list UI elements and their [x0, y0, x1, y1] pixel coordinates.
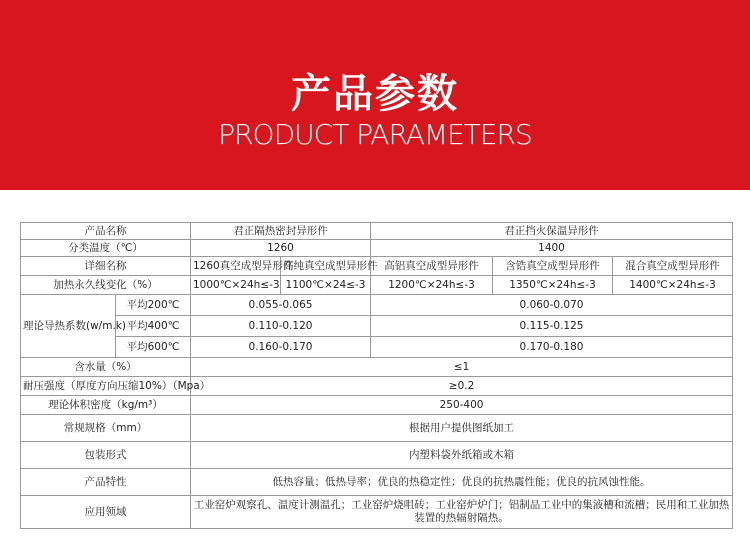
shrink-cell: 1200℃×24h≤-3	[371, 276, 493, 295]
page-subtitle: PRODUCT PARAMETERS	[218, 118, 532, 151]
grade-label: 分类温度（℃）	[21, 240, 191, 257]
conductivity-label: 理论导热系数(w/m.k)	[21, 295, 116, 358]
conductivity-temp: 平均400℃	[116, 316, 191, 337]
grade-b: 1400	[371, 240, 733, 257]
moisture-label: 含水量（%）	[21, 358, 191, 377]
moisture-value: ≤1	[191, 358, 733, 377]
table-row	[21, 377, 733, 396]
detail-cell: 高铝真空成型异形件	[371, 257, 493, 276]
parameters-table	[20, 222, 733, 529]
pack-value: 内塑料袋外纸箱或木箱	[191, 442, 733, 469]
conductivity-b: 0.170-0.180	[371, 337, 733, 358]
table-row	[21, 358, 733, 377]
detail-cell: 混合真空成型异形件	[613, 257, 733, 276]
pack-label: 包装形式	[21, 442, 191, 469]
usage-value: 工业窑炉观察孔、温度计测温孔；工业窑炉烧咀砖；工业窑炉炉门；铝制品工业中的集液槽和流槽；民用和工业加热装置的热辐射隔热。	[191, 496, 733, 529]
table-row	[21, 337, 733, 358]
conductivity-a: 0.055-0.065	[191, 295, 371, 316]
feature-value: 低热容量；低热导率；优良的热稳定性；优良的抗热震性能；优良的抗风蚀性能。	[191, 469, 733, 496]
conductivity-a: 0.110-0.120	[191, 316, 371, 337]
compress-value: ≥0.2	[191, 377, 733, 396]
density-value: 250-400	[191, 396, 733, 415]
product-name-label: 产品名称	[21, 223, 191, 240]
page-title: 产品参数	[291, 71, 459, 117]
table-row	[21, 257, 733, 276]
table-row	[21, 240, 733, 257]
detail-cell: 含锆真空成型异形件	[493, 257, 613, 276]
table-row	[21, 469, 733, 496]
spec-label: 常规规格（mm）	[21, 415, 191, 442]
shrink-cell: 1000℃×24h≤-3	[191, 276, 281, 295]
detail-cell: 高纯真空成型异形件	[281, 257, 371, 276]
conductivity-a: 0.160-0.170	[191, 337, 371, 358]
table-row	[21, 396, 733, 415]
product-a-name: 君正隔热密封异形件	[191, 223, 371, 240]
feature-label: 产品特性	[21, 469, 191, 496]
conductivity-b: 0.060-0.070	[371, 295, 733, 316]
table-row	[21, 223, 733, 240]
conductivity-b: 0.115-0.125	[371, 316, 733, 337]
shrink-label: 加热永久线变化（%）	[21, 276, 191, 295]
table-row	[21, 295, 733, 316]
detail-cell: 1260真空成型异形件	[191, 257, 281, 276]
shrink-cell: 1400℃×24h≤-3	[613, 276, 733, 295]
table-row	[21, 316, 733, 337]
spec-value: 根据用户提供图纸加工	[191, 415, 733, 442]
usage-label: 应用领域	[21, 496, 191, 529]
compress-label: 耐压强度（厚度方向压缩10%）（Mpa）	[21, 377, 191, 396]
shrink-cell: 1100℃×24≤-3	[281, 276, 371, 295]
shrink-cell: 1350℃×24h≤-3	[493, 276, 613, 295]
conductivity-temp: 平均200℃	[116, 295, 191, 316]
table-row	[21, 496, 733, 529]
header-banner	[0, 0, 750, 190]
grade-a: 1260	[191, 240, 371, 257]
table-row	[21, 415, 733, 442]
product-b-name: 君正挡火保温异形件	[371, 223, 733, 240]
table-row	[21, 442, 733, 469]
table-row	[21, 276, 733, 295]
density-label: 理论体积密度（kg/m³）	[21, 396, 191, 415]
conductivity-temp: 平均600℃	[116, 337, 191, 358]
detail-label: 详细名称	[21, 257, 191, 276]
